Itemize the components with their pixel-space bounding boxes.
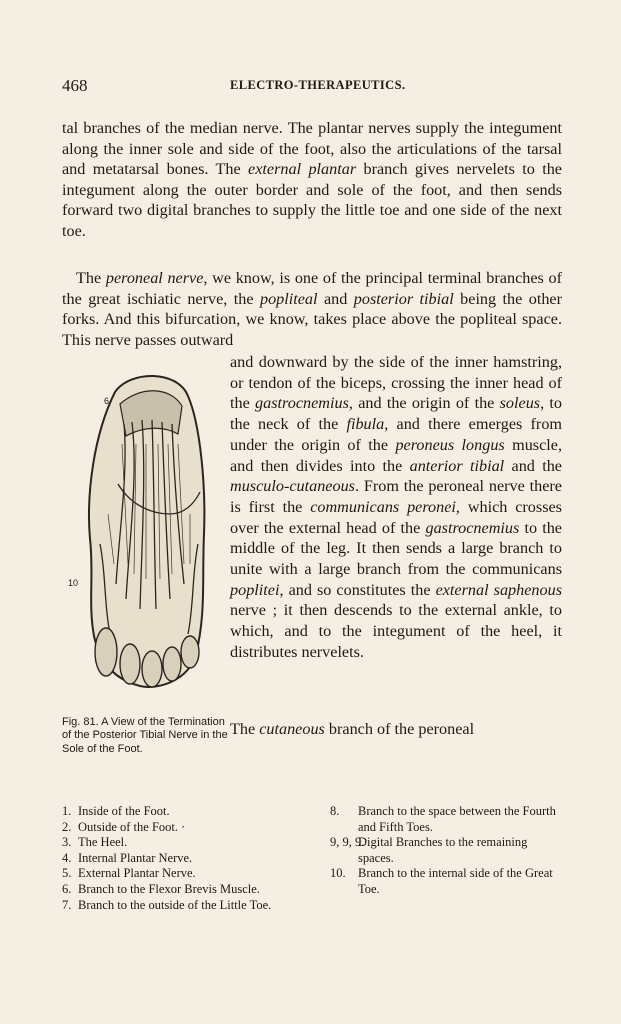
legend-text: Digital Branches to the remaining spaces. — [358, 835, 528, 865]
legend-number: 2. — [62, 819, 72, 834]
figure-legend-right — [330, 804, 562, 898]
figure-label-6: 6 — [104, 396, 110, 406]
legend-item — [330, 866, 562, 897]
text-run: being the other forks. And this bifurcation, we know, takes place above the popliteal space. This nerve passes outward — [62, 289, 563, 349]
legend-text: The Heel. — [78, 835, 128, 850]
legend-item — [330, 804, 562, 835]
italic-term: popliteal — [259, 289, 318, 308]
legend-item — [62, 851, 318, 867]
italic-term: anterior tibial — [409, 456, 505, 475]
page-number: 468 — [62, 76, 88, 95]
paragraph-cutaneous-branch — [230, 719, 562, 740]
text-run: and the — [504, 456, 562, 475]
legend-item — [62, 898, 318, 914]
legend-item — [330, 835, 562, 866]
text-run: and — [317, 289, 354, 308]
italic-term: posterior tibial — [353, 289, 454, 308]
legend-number: 9, 9, 9. — [330, 835, 365, 850]
text-run: The — [230, 720, 260, 738]
italic-term: cutaneous — [259, 720, 325, 738]
italic-term: fibula — [346, 415, 385, 434]
italic-term: soleus — [499, 394, 541, 413]
foot-sole-illustration — [60, 364, 220, 694]
text-run: nerve ; it then descends to the external ankle, to which, and to the integument of the heel, it distributes nervelets. — [230, 601, 562, 661]
text-run: to the middle of the leg. It then sends a large branch to unite with a large branch from the communicans — [230, 518, 562, 579]
text-run: , which crosses over the external head of the — [230, 497, 562, 537]
text-run: muscle, and then divides into the — [230, 435, 563, 475]
legend-text: Internal Plantar Nerve. — [78, 850, 193, 865]
italic-term: gastrocnemius — [425, 518, 520, 537]
legend-number: 5. — [62, 866, 72, 881]
legend-text: External Plantar Nerve. — [78, 866, 196, 881]
paragraph-peroneal-nerve — [62, 268, 562, 350]
italic-term: gastrocnemius — [255, 394, 349, 413]
italic-term: communicans peronei — [310, 497, 456, 516]
legend-number: 3. — [62, 835, 72, 850]
running-head: ELECTRO-THERAPEUTICS. — [230, 78, 406, 92]
text-run: branch of the peroneal — [324, 720, 475, 738]
italic-term: external saphenous — [435, 580, 562, 599]
legend-text: Branch to the space between the Fourth and Fifth Toes. — [358, 804, 556, 834]
italic-term: musculo-cutaneous — [230, 477, 355, 496]
legend-item — [62, 835, 318, 851]
legend-text: Inside of the Foot. — [78, 804, 170, 818]
legend-number: 8. — [330, 804, 340, 818]
page-header — [62, 76, 564, 96]
legend-item — [62, 882, 318, 898]
legend-number: 7. — [62, 897, 72, 912]
legend-number: 10. — [330, 866, 346, 881]
legend-text: Branch to the Flexor Brevis Muscle. — [78, 881, 260, 896]
figure-caption: Fig. 81. A View of the Termination of the Posterior Tibial Nerve in the Sole of the Foot. — [62, 716, 228, 755]
text-run: tal branches of the median nerve. The plantar nerves supply the integument along the inner sole and side of the foot, also the articulations of the tarsal and metatarsal bones. The — [62, 119, 562, 179]
text-run: branch gives nervelets to the integument along the outer border and sole of the foot, and then sends forward two digital branches to supply the little toe and one side of the next toe. — [62, 160, 562, 240]
legend-item — [62, 804, 318, 820]
figure-legend-left — [62, 804, 318, 913]
legend-number: 1. — [62, 804, 72, 818]
legend-item — [62, 866, 318, 882]
italic-term: peroneal nerve — [105, 269, 204, 287]
italic-term: peroneus longus — [395, 435, 505, 454]
italic-term: external plantar — [248, 160, 357, 179]
text-run: , and the origin of the — [348, 394, 500, 413]
paragraph-plantar-nerves — [62, 118, 562, 242]
italic-term: poplitei — [230, 580, 280, 599]
foot-anatomy-drawing — [60, 364, 220, 694]
legend-number: 6. — [62, 881, 72, 896]
text-run: , and there emerges from under the origin of the — [230, 415, 562, 454]
text-run: , and so constitutes the — [279, 580, 436, 599]
legend-text: Branch to the internal side of the Great Toe. — [358, 866, 553, 896]
text-run: , we know, is one of the principal terminal branches of the great ischiatic nerve, the — [62, 269, 562, 308]
figure-label-10: 10 — [68, 578, 79, 588]
paragraph-peroneal-course — [230, 352, 562, 663]
text-run: . From the peroneal nerve there is first the — [230, 477, 562, 516]
text-run: and downward by the side of the inner hamstring, or tendon of the biceps, crossing the inner head of the — [230, 353, 562, 413]
text-run: , to the neck of the — [230, 394, 563, 434]
text-run: The — [76, 269, 106, 287]
legend-number: 4. — [62, 850, 72, 865]
legend-text: Outside of the Foot. · — [78, 819, 186, 834]
legend-text: Branch to the outside of the Little Toe. — [78, 897, 272, 912]
legend-item — [62, 820, 318, 836]
